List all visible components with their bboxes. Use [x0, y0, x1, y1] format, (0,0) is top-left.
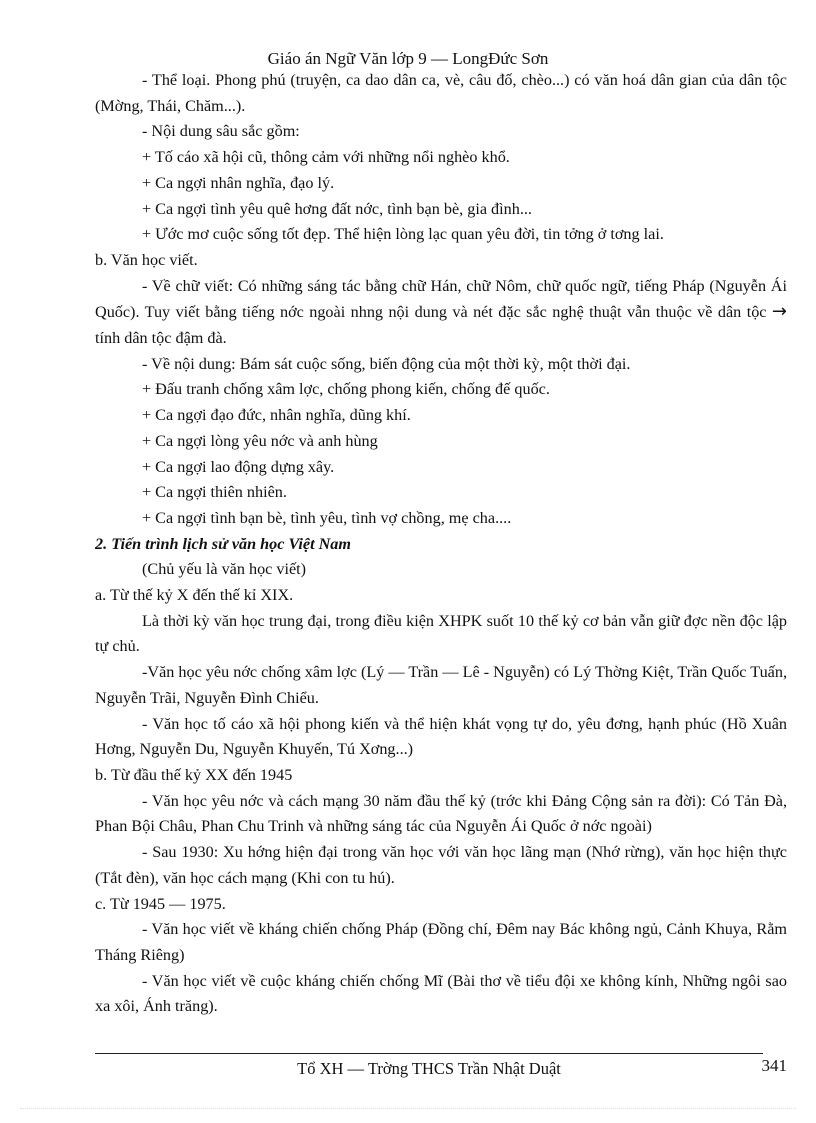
paragraph: - Nội dung sâu sắc gồm:	[142, 122, 300, 141]
paragraph: - Thể loại. Phong phú (truyện, ca dao dân ca, vè, câu đố, chèo...) có văn hoá dân gian của dân tộc (Mờng, Thái, Chăm...).	[95, 71, 787, 115]
list-item: + Ca ngợi tình bạn bè, tình yêu, tình vợ chồng, mẹ cha....	[142, 508, 512, 527]
paragraph: - Về nội dung: Bám sát cuộc sống, biến động của một thời kỳ, một thời đại.	[142, 354, 631, 373]
paragraph-text: tính dân tộc đậm đà.	[95, 329, 227, 348]
paragraph: (Chủ yếu là văn học viết)	[142, 560, 307, 579]
list-item: + Ca ngợi lao động dựng xây.	[142, 457, 335, 476]
paragraph: - Văn học yêu nớc và cách mạng 30 năm đầu thế kỷ (trớc khi Đảng Cộng sản ra đời): Có Tản Đà, Phan Bội Châu, Phan Chu Trinh và những sáng tác của Nguyễn Ái Quốc ở nớc ngoài)	[95, 791, 787, 836]
footer-text: Tổ XH — Trờng THCS Trần Nhật Duật	[297, 1059, 561, 1078]
list-item: + Ca ngợi tình yêu quê hơng đất nớc, tình bạn bè, gia đình...	[142, 199, 532, 218]
footer-divider	[95, 1053, 763, 1054]
page-number: 341	[761, 1056, 787, 1075]
paragraph: -Văn học yêu nớc chống xâm lợc (Lý — Trần — Lê - Nguyễn) có Lý Thờng Kiệt, Trần Quốc Tuấn, Nguyễn Trãi, Nguyễn Đình Chiểu.	[95, 663, 787, 707]
document-body	[95, 68, 787, 1020]
list-item: + Ca ngợi lòng yêu nớc và anh hùng	[142, 431, 378, 450]
list-item: + Ước mơ cuộc sống tốt đẹp. Thể hiện lòng lạc quan yêu đời, tin tởng ở tơng lai.	[142, 225, 664, 244]
list-item: + Tố cáo xã hội cũ, thông cảm với những nổi nghèo khổ.	[142, 148, 510, 167]
paragraph: - Văn học tố cáo xã hội phong kiến và thể hiện khát vọng tự do, yêu đơng, hạnh phúc (Hồ Xuân Hơng, Nguyễn Du, Nguyễn Khuyến, Tú Xơng...)	[95, 714, 787, 759]
paragraph	[95, 274, 787, 352]
list-item: + Ca ngợi nhân nghĩa, đạo lý.	[142, 173, 335, 192]
subsection-heading: a. Từ thế kỷ X đến thế kỉ XIX.	[95, 586, 294, 605]
subsection-heading: b. Từ đầu thế kỷ XX đến 1945	[95, 765, 293, 784]
paragraph: - Văn học viết về kháng chiến chống Pháp (Đồng chí, Đêm nay Bác không ngủ, Cảnh Khuya, Rằm Tháng Riêng)	[95, 920, 787, 964]
page-footer	[95, 1058, 763, 1080]
paragraph: Là thời kỳ văn học trung đại, trong điều kiện XHPK suốt 10 thế kỷ cơ bản vẫn giữ đợc nền độc lập tự chủ.	[95, 611, 787, 656]
header-title: Giáo án Ngữ Văn lớp 9 — LongĐức Sơn	[267, 49, 549, 68]
paragraph: - Sau 1930: Xu hớng hiện đại trong văn học với văn học lãng mạn (Nhớ rừng), văn học hiện thực (Tắt đèn), văn học cách mạng (Khi con tu hú).	[95, 843, 787, 887]
right-arrow-icon: →	[771, 301, 788, 323]
subsection-heading: c. Từ 1945 — 1975.	[95, 894, 226, 913]
page-edge-divider	[20, 1108, 796, 1109]
list-item: + Ca ngợi đạo đức, nhân nghĩa, dũng khí.	[142, 406, 411, 425]
paragraph-text: - Về chữ viết: Có những sáng tác bằng chữ Hán, chữ Nôm, chữ quốc ngữ, tiếng Pháp (Nguyễn Ái Quốc). Tuy viết bằng tiếng nớc ngoài nhng nội dung và nét đặc sắc nghệ thuật vẫn thuộc về dân tộc	[95, 276, 787, 322]
subsection-heading: b. Văn học viết.	[95, 250, 198, 269]
section-heading: 2. Tiến trình lịch sử văn học Việt Nam	[95, 534, 351, 553]
list-item: + Ca ngợi thiên nhiên.	[142, 483, 287, 502]
paragraph: - Văn học viết về cuộc kháng chiến chống Mĩ (Bài thơ về tiểu đội xe không kính, Những ngôi sao xa xôi, Ánh trăng).	[95, 971, 787, 1016]
list-item: + Đấu tranh chống xâm lợc, chống phong kiến, chống đế quốc.	[142, 380, 550, 399]
page-header	[0, 48, 816, 70]
